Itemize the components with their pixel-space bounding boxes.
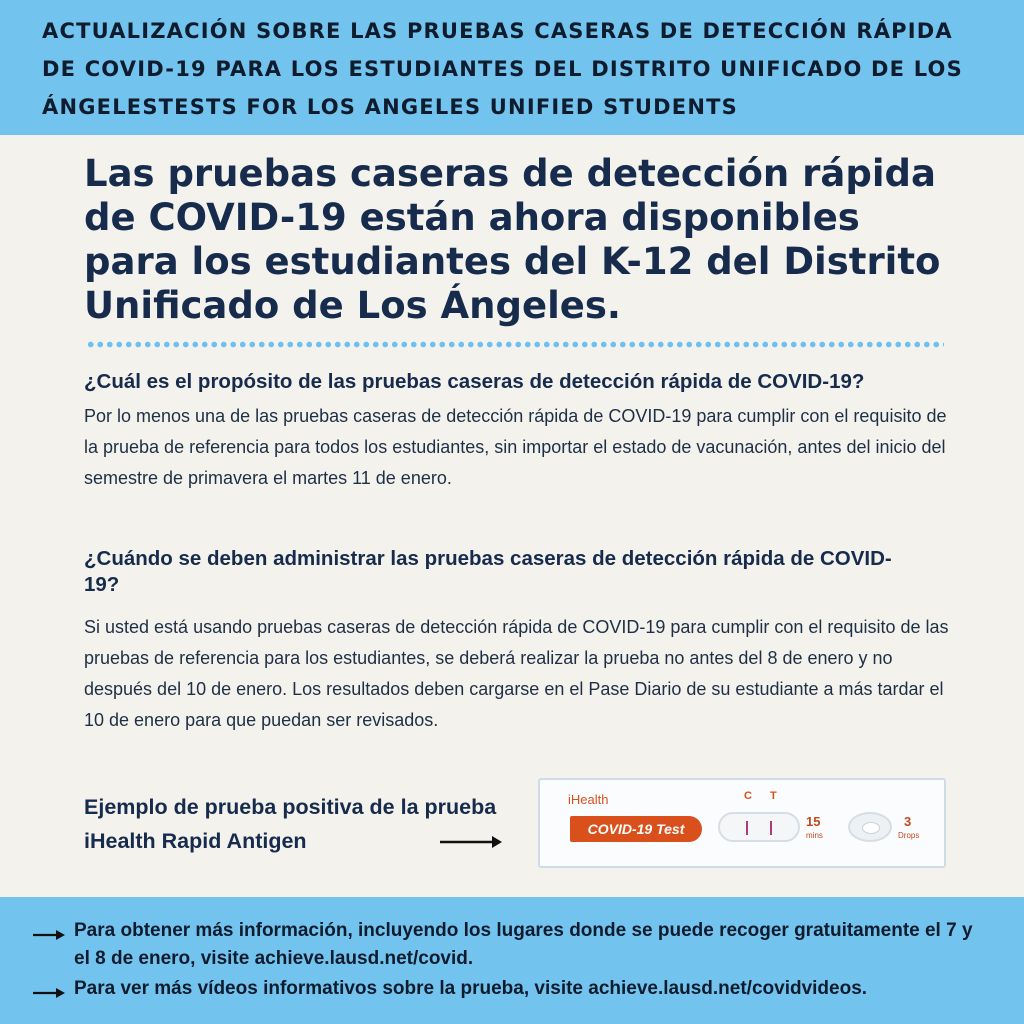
test-brand-logo: iHealth [568,792,609,807]
minutes-value: 15 [806,814,821,829]
test-label: T [770,790,777,802]
footer-item [32,917,984,973]
drops-label: Drops [898,831,920,840]
test-name-pill: COVID-19 Test [570,816,702,842]
control-label: C [744,790,752,802]
arrow-right-icon [438,832,504,852]
arrow-right-icon [32,917,74,946]
dotted-divider [86,341,944,348]
test-line [770,821,772,835]
footer-item-text: Para obtener más información, incluyendo los lugares donde se puede recoger gratuitamente el 7 y el 8 de enero, visite achieve.lausd.net/covid. [74,920,973,969]
sample-well [848,812,892,842]
result-window [718,812,800,842]
example-label: Ejemplo de prueba positiva de la prueba iHealth Rapid Antigen [84,795,497,853]
control-line [746,821,748,835]
page-title: Las pruebas caseras de detección rápida de COVID-19 están ahora disponibles para los estudiantes del K-12 del Distrito Unificado de Los Ángeles. [84,152,941,327]
footer-banner [0,897,1024,1024]
footer-item [32,975,984,1004]
arrow-right-icon [32,975,74,1004]
section-timing-heading: ¿Cuándo se deben administrar las pruebas caseras de detección rápida de COVID-19? [84,547,892,596]
top-banner [0,0,1024,135]
minutes-label: mins [806,831,823,840]
banner-title: ACTUALIZACIÓN SOBRE LAS PRUEBAS CASERAS DE DETECCIÓN RÁPIDA DE COVID-19 PARA LOS ESTUDIANTES DEL DISTRITO UNIFICADO DE LOS ÁNGELESTESTS FOR LOS ANGELES UNIFIED STUDENTS [42,19,963,119]
footer-item-text: Para ver más vídeos informativos sobre la prueba, visite achieve.lausd.net/covidvideos. [74,978,868,999]
drops-value: 3 [904,814,912,829]
section-timing-body: Si usted está usando pruebas caseras de detección rápida de COVID-19 para cumplir con el requisito de las pruebas de referencia para los estudiantes, se deberá realizar la prueba no antes del 8 de enero y no después del 10 de enero. Los resultados deben cargarse en el Pase Diario de su estudiante a más tardar el 10 de enero para que puedan ser revisados. [84,617,949,730]
sample-well-inner [862,822,880,834]
test-kit-image [538,778,946,868]
section-purpose-body: Por lo menos una de las pruebas caseras de detección rápida de COVID-19 para cumplir con el requisito de la prueba de referencia para todos los estudiantes, sin importar el estado de vacunación, antes del inicio del semestre de primavera el martes 11 de enero. [84,406,947,488]
section-purpose-heading: ¿Cuál es el propósito de las pruebas caseras de detección rápida de COVID-19? [84,370,865,393]
